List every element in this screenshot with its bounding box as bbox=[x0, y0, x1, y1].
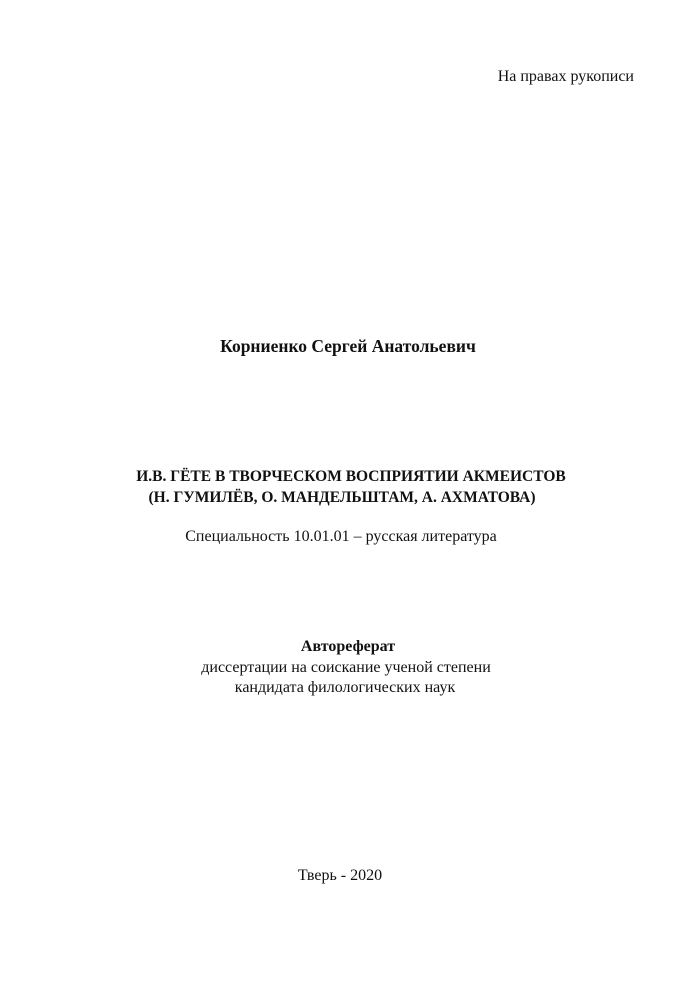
abstract-label: Автореферат bbox=[300, 638, 396, 655]
dissertation-title-line-1: И.В. ГЁТЕ В ТВОРЧЕСКОМ ВОСПРИЯТИИ АКМЕИСТОВ bbox=[136, 468, 566, 485]
rights-note: На правах рукописи bbox=[497, 68, 634, 85]
city-year: Тверь - 2020 bbox=[297, 867, 383, 884]
author-name: Корниенко Сергей Анатольевич bbox=[220, 336, 476, 356]
degree-description-line-1: диссертации на соискание ученой степени bbox=[201, 659, 491, 676]
specialty: Специальность 10.01.01 – русская литература bbox=[185, 528, 497, 545]
degree-description-line-2: кандидата филологических наук bbox=[234, 679, 456, 696]
dissertation-title-line-2: (Н. ГУМИЛЁВ, О. МАНДЕЛЬШТАМ, А. АХМАТОВА) bbox=[148, 489, 536, 506]
